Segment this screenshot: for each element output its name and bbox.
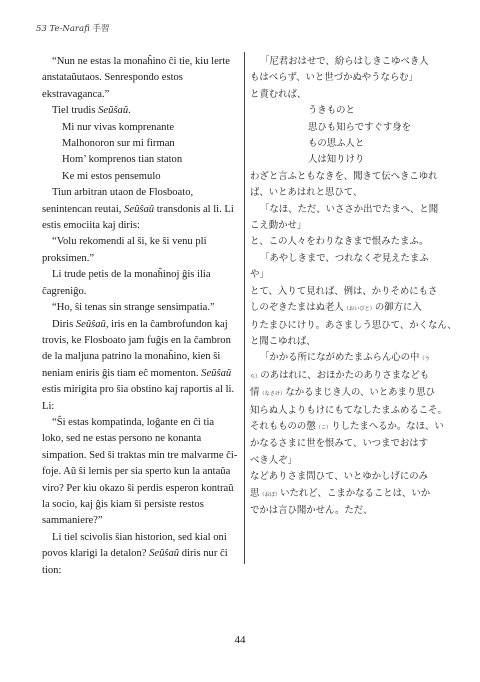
poem-line (250, 103, 456, 119)
poem-line (250, 120, 456, 136)
text-line (250, 385, 456, 402)
text-line (250, 300, 456, 317)
text-line (250, 70, 456, 86)
text-run: 「なほ、ただ、いささか出でたまへ、と聞 (260, 203, 439, 215)
header-kanji: 手習 (92, 24, 110, 34)
paragraph (42, 530, 238, 579)
poem-line (42, 120, 238, 136)
text-line (250, 234, 456, 250)
text-line (250, 368, 456, 385)
text-run: Hom’ komprenos tian staton (62, 154, 183, 166)
text-run: diris nur ĉi tion: (42, 548, 228, 576)
text-run: などありさま問ひて、いとゆかしげにのみ (250, 471, 428, 483)
text-run: “Volu rekomendi al ŝi, ke ŝi venu pli proksimen.” (42, 236, 207, 264)
text-run: 情 (250, 387, 260, 399)
esperanto-column (42, 54, 238, 579)
text-run: や」 (250, 269, 269, 281)
text-line (250, 403, 456, 419)
text-run: うきものと (308, 105, 355, 117)
header-title: 53 Te-Narafi (36, 24, 90, 34)
text-run: “Nun ne estas la monaĥino ĉi tie, kiu lerte anstataŭutaos. Senrespondo estos ekstravaganca.” (42, 56, 230, 100)
text-run: 「あやしきまで、つれなくぞ見えたまふ (260, 252, 429, 264)
text-run: 思 (250, 487, 260, 499)
paragraph (42, 185, 238, 234)
poem-line (42, 152, 238, 168)
text-run: の御方に入 (374, 302, 422, 314)
text-run: もの思ふ人と (308, 138, 365, 150)
text-run: と責むれば、 (250, 88, 307, 100)
poem-line (42, 136, 238, 152)
text-run: estis mirigita pro ŝia obstino kaj raportis al li. Li: (42, 384, 235, 412)
text-line (250, 334, 456, 350)
text-run: 人は知りけり (308, 154, 365, 166)
text-line (250, 436, 456, 452)
page-number: 44 (234, 634, 246, 646)
text-run: “Ŝi estas kompatinda, loĝante en ĉi tia loko, sed ne estas persono ne konanta simpation. Sed ŝi traktas min tre malvarme ĉi-foje. Aŭ ŝi lernis per sia sperto kun la antaŭa viro? Per kiu okazo ŝi perdis esperon kontraŭ la socio, kaj ĝis kiam ŝi persiste restos sammaniere?” (42, 416, 238, 527)
text-run: Malhonoron sur mi firman (62, 138, 175, 150)
italic-name: Seŭŝaŭ (149, 548, 180, 560)
text-line (250, 469, 456, 485)
italic-name: Seŭŝaŭ (124, 203, 155, 215)
text-line (250, 251, 456, 267)
text-run: こえ動かせ」 (250, 220, 307, 232)
paragraph (42, 317, 238, 415)
text-run: もはべらず、いと世づかぬやうならむ」 (250, 72, 419, 84)
text-run: Li trude petis de la monaĥinoj ĝis ilia ĉagreniĝo. (42, 269, 211, 297)
text-line (250, 218, 456, 234)
text-run: Ke mi estos pensemulo (62, 170, 161, 182)
ruby-reading: ち） (250, 373, 261, 380)
paragraph (42, 103, 238, 119)
text-run: しのぞきたまはぬ老人 (250, 302, 344, 314)
text-run: ば、いとあはれと思ひて、 (250, 187, 363, 199)
ruby-reading: （なさけ） (259, 391, 286, 398)
text-line (250, 267, 456, 283)
text-line (250, 453, 456, 469)
japanese-column (250, 54, 456, 519)
text-line (250, 169, 456, 185)
text-line (250, 419, 456, 436)
text-run: りしたまへるか。なほ、い (331, 420, 444, 432)
text-run: のあはれに、おほかたのありさまなども (260, 369, 430, 381)
poem-line (250, 136, 456, 152)
text-line (250, 503, 456, 519)
paragraph (42, 300, 238, 316)
text-run: りたまひにけり。あさましう思ひて、かくなん、 (250, 319, 457, 331)
paragraph (42, 267, 238, 300)
text-run: それもものの懲 (250, 420, 316, 432)
text-run: Tiel trudis (52, 105, 99, 117)
text-run: でかは言ひ聞かせん。ただ、 (250, 504, 373, 516)
ruby-reading: （おぼ） (259, 491, 281, 498)
text-run: 「かかる所にながめたまふらん心の中 (260, 352, 420, 364)
text-run: と、この人々をわりなきまで恨みたまふ。 (250, 236, 429, 248)
running-header (36, 22, 109, 34)
paragraph (42, 415, 238, 530)
text-line (250, 284, 456, 300)
ruby-reading: （おいびと） (343, 306, 375, 313)
italic-name: Seŭŝaŭ (75, 318, 106, 330)
text-run: transdonis al li. Li estis emociita kaj diris: (42, 203, 234, 232)
poem-line (250, 152, 456, 168)
text-run: , iris en la ĉambrofundon kaj trovis, ke Flosboato jam fuĝis en la ĉambron de la maljuna patrino la monaĥino, kien ŝi neniam eniris ĝis tiam eĉ momenton. (42, 318, 231, 379)
column-divider (244, 52, 245, 564)
poem-line (42, 169, 238, 185)
text-run: わざと言ふともなきを、聞きて伝へきこゆれ (250, 170, 438, 182)
text-run: いたれど、こまかなることは、いか (280, 487, 431, 499)
text-line (250, 185, 456, 201)
text-run: とて、入りて見れば、例は、かりそめにもさ (250, 285, 438, 297)
text-run: Li tiel scivolis ŝian historion, sed kial oni povos klarigi la detalon? (42, 531, 227, 560)
italic-name: Seŭŝaŭ (201, 367, 232, 379)
text-line (250, 202, 456, 218)
text-line (250, 350, 456, 367)
text-run: べき人ぞ」 (250, 454, 297, 466)
text-run: Mi nur vivas komprenante (62, 121, 175, 133)
text-run: Tiun arbitran utaon de Flosboato, senintencan reutai, (42, 187, 194, 215)
text-run: 思ひも知らですぐす身を (308, 121, 412, 133)
text-run: と聞こゆれば、 (250, 335, 316, 347)
ruby-reading: （こ） (315, 424, 332, 431)
text-run: かなるさまに世を恨みて、いつまでおはす (250, 438, 428, 450)
text-run: Diris (52, 318, 76, 330)
italic-name: Seŭŝaŭ (98, 105, 129, 117)
text-line (250, 318, 456, 334)
text-run: 「尼君おはせで、紛らはしきこゆべき人 (260, 56, 429, 67)
text-line (250, 54, 456, 70)
text-run: なかるまじき人の、いとあまり思ひ (285, 387, 435, 399)
paragraph (42, 234, 238, 267)
text-line (250, 87, 456, 103)
text-run: “Ho, ŝi tenas sin strange sensimpatia.” (52, 302, 215, 314)
text-line (250, 486, 456, 503)
text-run: . (128, 105, 131, 117)
paragraph (42, 54, 238, 103)
text-run: 知らぬ人よりもけにもてなしたまふめるこそ。 (250, 404, 447, 416)
ruby-reading: （う (419, 356, 430, 363)
